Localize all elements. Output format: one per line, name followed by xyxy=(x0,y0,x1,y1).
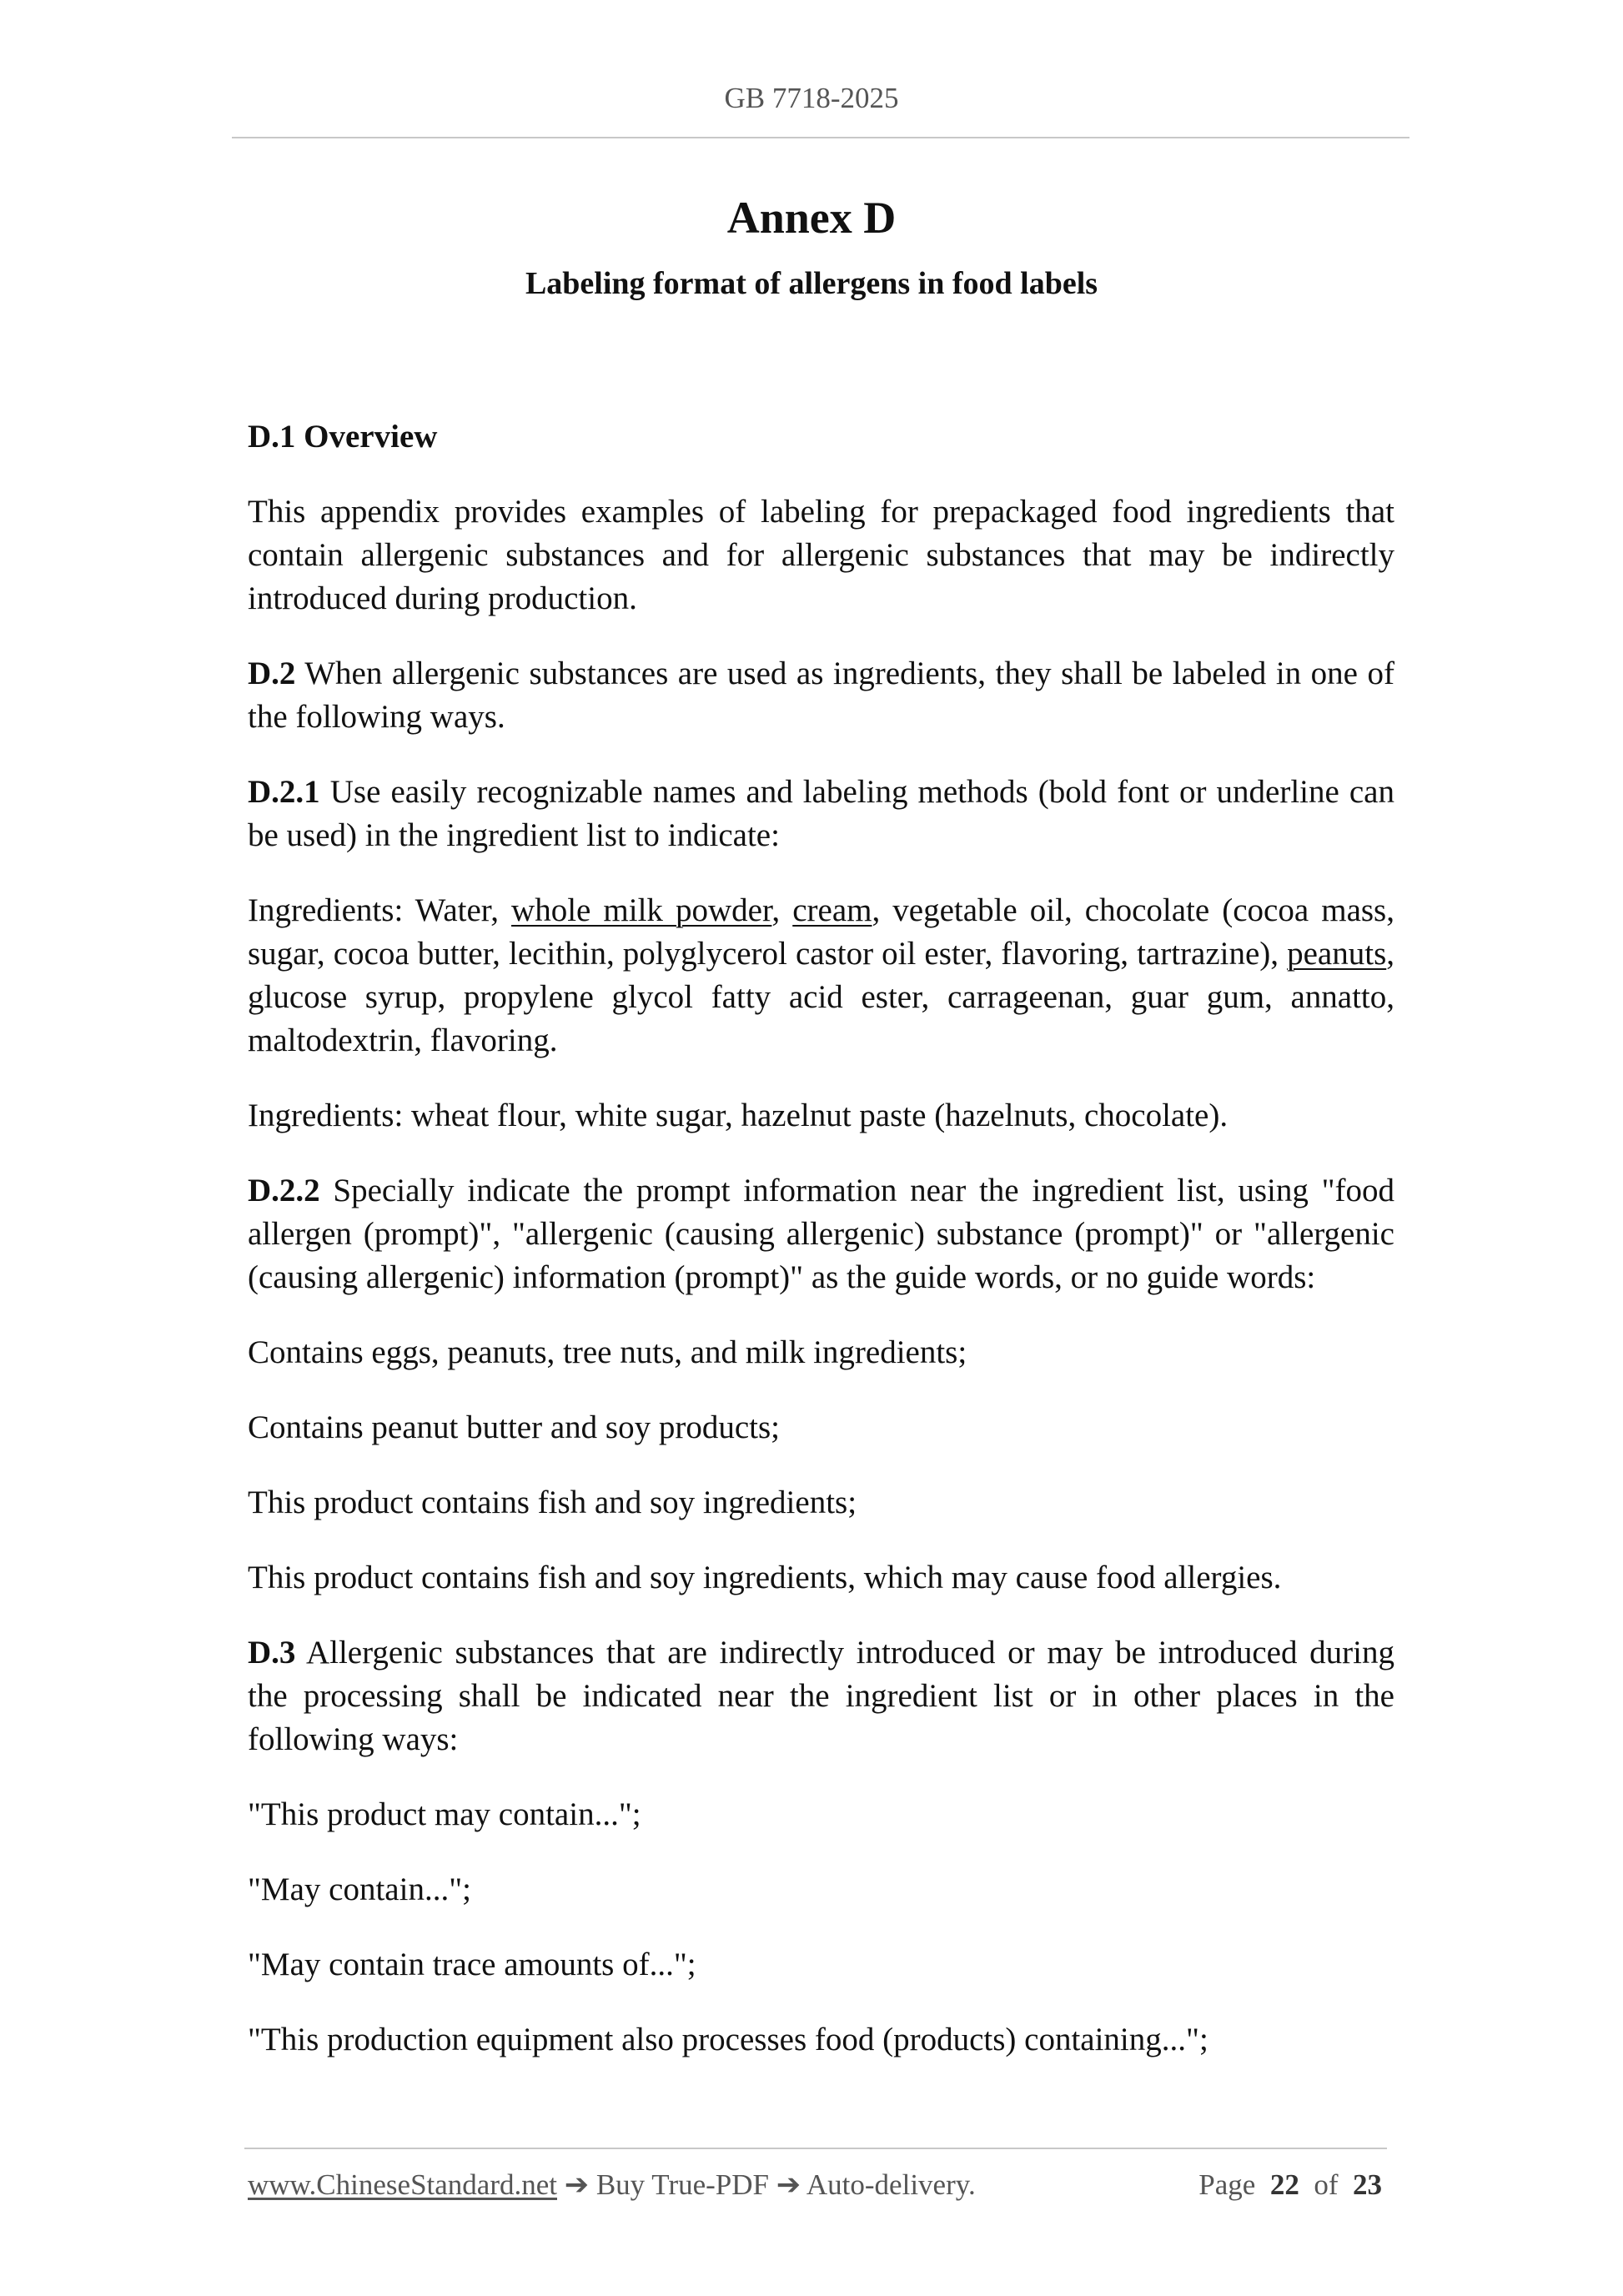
contains-example: Contains eggs, peanuts, tree nuts, and milk ingredients; xyxy=(248,1334,967,1370)
section-d3 xyxy=(248,1631,1394,1761)
may-contain-example: "May contain..."; xyxy=(248,1871,471,1907)
clause-text: Use easily recognizable names and labeling methods (bold font or underline can be used) in the ingredient list to indicate: xyxy=(248,774,1394,853)
may-contain-example: "This product may contain..."; xyxy=(248,1796,641,1832)
current-page: 22 xyxy=(1269,2168,1299,2201)
clause-number: D.2.1 xyxy=(248,774,320,810)
contains-example: This product contains fish and soy ingredients, which may cause food allergies. xyxy=(248,1560,1282,1595)
ingredients-text: , vegetable oil, chocolate (cocoa mass, sugar, cocoa butter, lecithin, polyglycerol castor oil ester, flavoring, tartrazine), xyxy=(248,892,1394,972)
website-link[interactable]: www.ChineseStandard.net xyxy=(248,2168,557,2201)
ingredients-example-2: Ingredients: wheat flour, white sugar, hazelnut paste (hazelnuts, chocolate). xyxy=(248,1098,1229,1133)
of-label: of xyxy=(1314,2168,1339,2201)
underlined-allergen: cream xyxy=(792,892,872,928)
page-label: Page xyxy=(1198,2168,1256,2201)
section-d2-1 xyxy=(248,771,1394,857)
document-body xyxy=(248,415,1394,2093)
section-d1-text: This appendix provides examples of labeling for prepackaged food ingredients that contain allergenic substances and for allergenic substances that may be indirectly introduced during production. xyxy=(248,494,1394,616)
contains-example: This product contains fish and soy ingredients; xyxy=(248,1485,857,1520)
ingredients-text: , xyxy=(771,892,793,928)
ingredients-text: , glucose syrup, propylene glycol fatty acid ester, carrageenan, guar gum, annatto, maltodextrin, flavoring. xyxy=(248,936,1394,1058)
page-header-standard-code: GB 7718-2025 xyxy=(724,82,899,114)
clause-text: Specially indicate the prompt information near the ingredient list, using "food allergen (prompt)", "allergenic (causing allergenic) substance (prompt)" or "allergenic (causing allergenic) information (prompt)" as the guide words, or no guide words: xyxy=(248,1173,1395,1295)
clause-number: D.2.2 xyxy=(248,1173,320,1208)
contains-example: Contains peanut butter and soy products; xyxy=(248,1409,780,1445)
may-contain-example: "May contain trace amounts of..."; xyxy=(248,1947,696,1982)
auto-delivery-text: Auto-delivery. xyxy=(806,2168,976,2201)
clause-text: Allergenic substances that are indirectly introduced or may be introduced during the processing shall be indicated near the ingredient list or in other places in the following ways: xyxy=(248,1635,1394,1757)
arrow-right-icon: ➔ xyxy=(776,2168,801,2201)
clause-text: When allergenic substances are used as ingredients, they shall be labeled in one of the following ways. xyxy=(248,656,1395,735)
footer-divider xyxy=(244,2148,1387,2149)
section-d2 xyxy=(248,652,1394,739)
arrow-right-icon: ➔ xyxy=(564,2168,590,2201)
clause-number: D.2 xyxy=(248,656,296,691)
ingredients-example-1 xyxy=(248,889,1394,1063)
footer-promo xyxy=(248,2168,976,2202)
page-number xyxy=(1198,2168,1382,2202)
total-pages: 23 xyxy=(1353,2168,1382,2201)
buy-true-pdf-text: Buy True-PDF xyxy=(595,2168,769,2201)
ingredients-text: Ingredients: Water, xyxy=(248,892,512,928)
section-d2-2 xyxy=(248,1169,1394,1299)
underlined-allergen: whole milk powder xyxy=(511,892,772,928)
header-divider xyxy=(232,137,1409,138)
section-d1-heading: D.1 Overview xyxy=(248,419,438,455)
annex-subtitle: Labeling format of allergens in food labels xyxy=(525,266,1098,301)
annex-title: Annex D xyxy=(726,193,897,243)
clause-number: D.3 xyxy=(248,1635,296,1671)
underlined-allergen: peanuts xyxy=(1287,936,1387,972)
may-contain-example: "This production equipment also processes food (products) containing..."; xyxy=(248,2022,1208,2057)
